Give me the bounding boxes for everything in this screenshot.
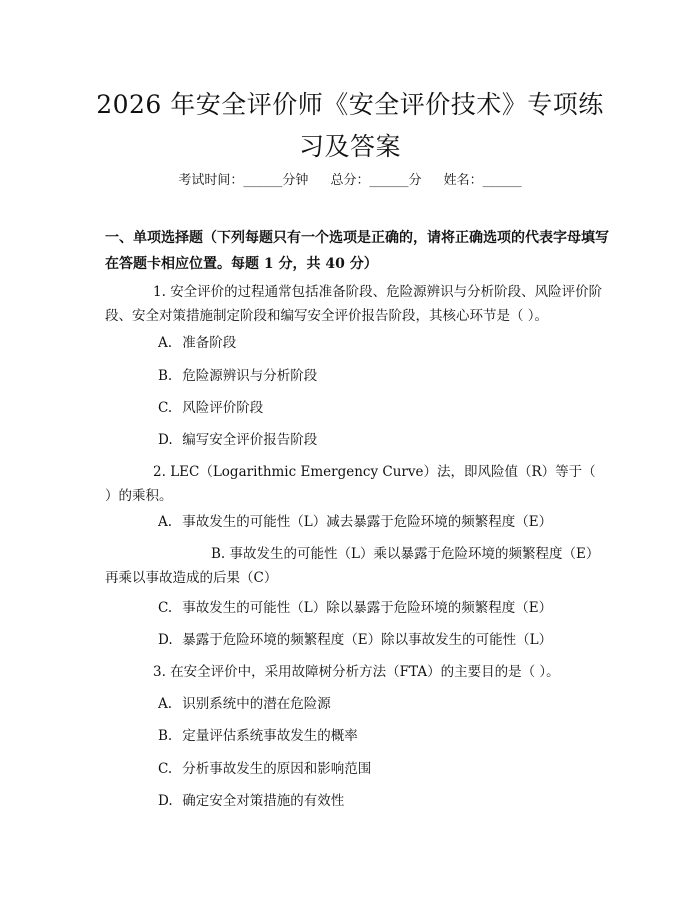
question-text: LEC（Logarithmic Emergency Curve）法，即风险值（R）等于（ ）的乘积。 (105, 464, 596, 504)
q3-option-c (158, 757, 608, 781)
question-number: 1. (153, 284, 166, 300)
exam-meta (0, 169, 700, 188)
option-letter: A. (158, 335, 173, 351)
question-text: 在安全评价中，采用故障树分析方法（FTA）的主要目的是（ ）。 (170, 664, 560, 680)
q3-option-d (158, 789, 608, 813)
q3-option-a (158, 692, 608, 716)
option-text: 分析事故发生的原因和影响范围 (182, 761, 372, 777)
option-letter: B. (158, 728, 173, 744)
option-text: 事故发生的可能性（L）减去暴露于危险环境的频繁程度（E） (182, 514, 553, 530)
option-text: 事故发生的可能性（L）乘以暴露于危险环境的频繁程度（E）再乘以事故造成的后果（C） (105, 546, 600, 586)
question-1 (105, 280, 605, 328)
option-letter: D. (158, 632, 173, 648)
question-number: 3. (153, 664, 166, 680)
option-letter: A. (158, 696, 173, 712)
q1-option-d (158, 428, 608, 452)
q1-option-c (158, 396, 608, 420)
option-letter: A. (158, 514, 173, 530)
option-letter: C. (158, 761, 173, 777)
q2-option-d (158, 628, 608, 652)
document-title: 2026 年安全评价师《安全评价技术》专项练习及答案 (96, 90, 604, 161)
q1-option-b (158, 364, 608, 388)
option-letter: B. (158, 368, 173, 384)
option-text: 暴露于危险环境的频繁程度（E）除以事故发生的可能性（L） (182, 632, 553, 648)
q3-option-b (158, 724, 608, 748)
option-text: 确定安全对策措施的有效性 (182, 793, 345, 809)
exam-time-label: 考试时间：______分钟 (178, 173, 309, 188)
section-heading: 一、单项选择题（下列每题只有一个选项是正确的，请将正确选项的代表字母填写在答题卡相应位置。每题 1 分，共 40 分） (105, 230, 609, 272)
option-text: 准备阶段 (182, 335, 237, 351)
q2-option-c (158, 596, 608, 620)
question-3 (105, 660, 605, 684)
total-score-label: 总分：______分 (330, 173, 422, 188)
option-letter: D. (158, 793, 173, 809)
option-text: 危险源辨识与分析阶段 (182, 368, 318, 384)
option-text: 风险评价阶段 (182, 400, 264, 416)
question-text: 安全评价的过程通常包括准备阶段、危险源辨识与分析阶段、风险评价阶段、安全对策措施制定阶段和编写安全评价报告阶段，其核心环节是（ ）。 (105, 284, 603, 324)
name-label: 姓名：______ (443, 173, 522, 188)
option-letter: B. (211, 546, 226, 562)
option-text: 编写安全评价报告阶段 (182, 432, 318, 448)
q2-option-a (158, 510, 608, 534)
option-letter: C. (158, 600, 173, 616)
option-text: 识别系统中的潜在危险源 (182, 696, 331, 712)
option-text: 定量评估系统事故发生的概率 (182, 728, 358, 744)
q2-option-b (105, 542, 605, 590)
option-letter: C. (158, 400, 173, 416)
question-2 (105, 460, 605, 508)
option-letter: D. (158, 432, 173, 448)
question-number: 2. (153, 464, 166, 480)
option-text: 事故发生的可能性（L）除以暴露于危险环境的频繁程度（E） (182, 600, 553, 616)
q1-option-a (158, 331, 608, 355)
